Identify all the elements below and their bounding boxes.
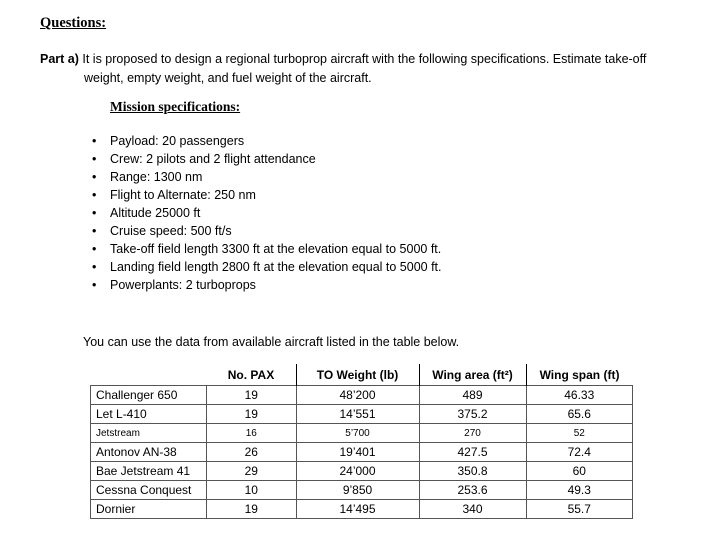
questions-heading: Questions:: [40, 15, 107, 31]
table-row: [91, 386, 633, 405]
wing-span-cell: 60: [526, 462, 633, 481]
spec-item: [92, 276, 442, 294]
mission-specifications-title: Mission specifications:: [110, 99, 241, 114]
table-row: [91, 405, 633, 424]
wing-span-cell: 46.33: [526, 386, 633, 405]
spec-item: [92, 168, 442, 186]
wing-span-cell: 49.3: [526, 481, 633, 500]
spec-text: Flight to Alternate: 250 nm: [110, 188, 256, 202]
mission-spec-list: [92, 132, 442, 294]
table-row: [91, 500, 633, 519]
pax-cell: 29: [207, 462, 297, 481]
spec-text: Powerplants: 2 turboprops: [110, 278, 256, 292]
table-row: [91, 462, 633, 481]
part-a-paragraph: [40, 50, 680, 88]
aircraft-data-table: [90, 364, 633, 519]
spec-item: [92, 132, 442, 150]
wing-area-cell: 375.2: [419, 405, 526, 424]
aircraft-name: Bae Jetstream 41: [91, 462, 207, 481]
spec-text: Range: 1300 nm: [110, 170, 203, 184]
to-weight-cell: 24’000: [296, 462, 419, 481]
to-weight-cell: 14’495: [296, 500, 419, 519]
spec-text: Crew: 2 pilots and 2 flight attendance: [110, 152, 316, 166]
spec-item: [92, 186, 442, 204]
bullet-icon: •: [92, 152, 97, 166]
spec-item: [92, 150, 442, 168]
bullet-icon: •: [92, 224, 97, 238]
pax-cell: 19: [207, 386, 297, 405]
table-header-row: [91, 364, 633, 386]
bullet-icon: •: [92, 242, 97, 256]
aircraft-name: Let L-410: [91, 405, 207, 424]
aircraft-name: Antonov AN-38: [91, 443, 207, 462]
table-row: [91, 443, 633, 462]
wing-area-cell: 427.5: [419, 443, 526, 462]
table-row: [91, 481, 633, 500]
spec-text: Take-off field length 3300 ft at the elevation equal to 5000 ft.: [110, 242, 442, 256]
pax-cell: 26: [207, 443, 297, 462]
to-weight-cell: 19’401: [296, 443, 419, 462]
pax-cell: 19: [207, 405, 297, 424]
bullet-icon: •: [92, 260, 97, 274]
part-a-label: Part a): [40, 52, 79, 66]
to-weight-cell: 9’850: [296, 481, 419, 500]
bullet-icon: •: [92, 134, 97, 148]
wing-area-cell: 489: [419, 386, 526, 405]
header-wing-area: Wing area (ft²): [419, 364, 526, 386]
header-no-pax: No. PAX: [227, 367, 275, 382]
wing-span-cell: 52: [526, 424, 633, 443]
header-wing-span: Wing span (ft): [526, 364, 633, 386]
table-intro-text: You can use the data from available aircraft listed in the table below.: [83, 335, 460, 349]
bullet-icon: •: [92, 170, 97, 184]
spec-text: Altitude 25000 ft: [110, 206, 201, 220]
wing-span-cell: 65.6: [526, 405, 633, 424]
spec-text: Payload: 20 passengers: [110, 134, 245, 148]
wing-span-cell: 55.7: [526, 500, 633, 519]
spec-text: Cruise speed: 500 ft/s: [110, 224, 232, 238]
spec-item: [92, 222, 442, 240]
part-a-text-line2: weight, empty weight, and fuel weight of the aircraft.: [84, 71, 372, 85]
aircraft-name: Dornier: [91, 500, 207, 519]
wing-area-cell: 253.6: [419, 481, 526, 500]
spec-item: [92, 240, 442, 258]
to-weight-cell: 14’551: [296, 405, 419, 424]
aircraft-name: Cessna Conquest: [91, 481, 207, 500]
table-row: [91, 424, 633, 443]
wing-area-cell: 270: [419, 424, 526, 443]
pax-cell: 10: [207, 481, 297, 500]
wing-area-cell: 350.8: [419, 462, 526, 481]
aircraft-name: Jetstream: [91, 424, 207, 443]
part-a-text-line1: It is proposed to design a regional turboprop aircraft with the following specifications. Estimate take-off: [82, 52, 647, 66]
pax-cell: 16: [207, 424, 297, 443]
wing-area-cell: 340: [419, 500, 526, 519]
to-weight-cell: 5’700: [296, 424, 419, 443]
header-aircraft: [91, 364, 207, 386]
bullet-icon: •: [92, 278, 97, 292]
spec-text: Landing field length 2800 ft at the elevation equal to 5000 ft.: [110, 260, 442, 274]
bullet-icon: •: [92, 188, 97, 202]
bullet-icon: •: [92, 206, 97, 220]
to-weight-cell: 48’200: [296, 386, 419, 405]
aircraft-name: Challenger 650: [91, 386, 207, 405]
wing-span-cell: 72.4: [526, 443, 633, 462]
spec-item: [92, 258, 442, 276]
spec-item: [92, 204, 442, 222]
pax-cell: 19: [207, 500, 297, 519]
header-to-weight: TO Weight (lb): [296, 364, 419, 386]
